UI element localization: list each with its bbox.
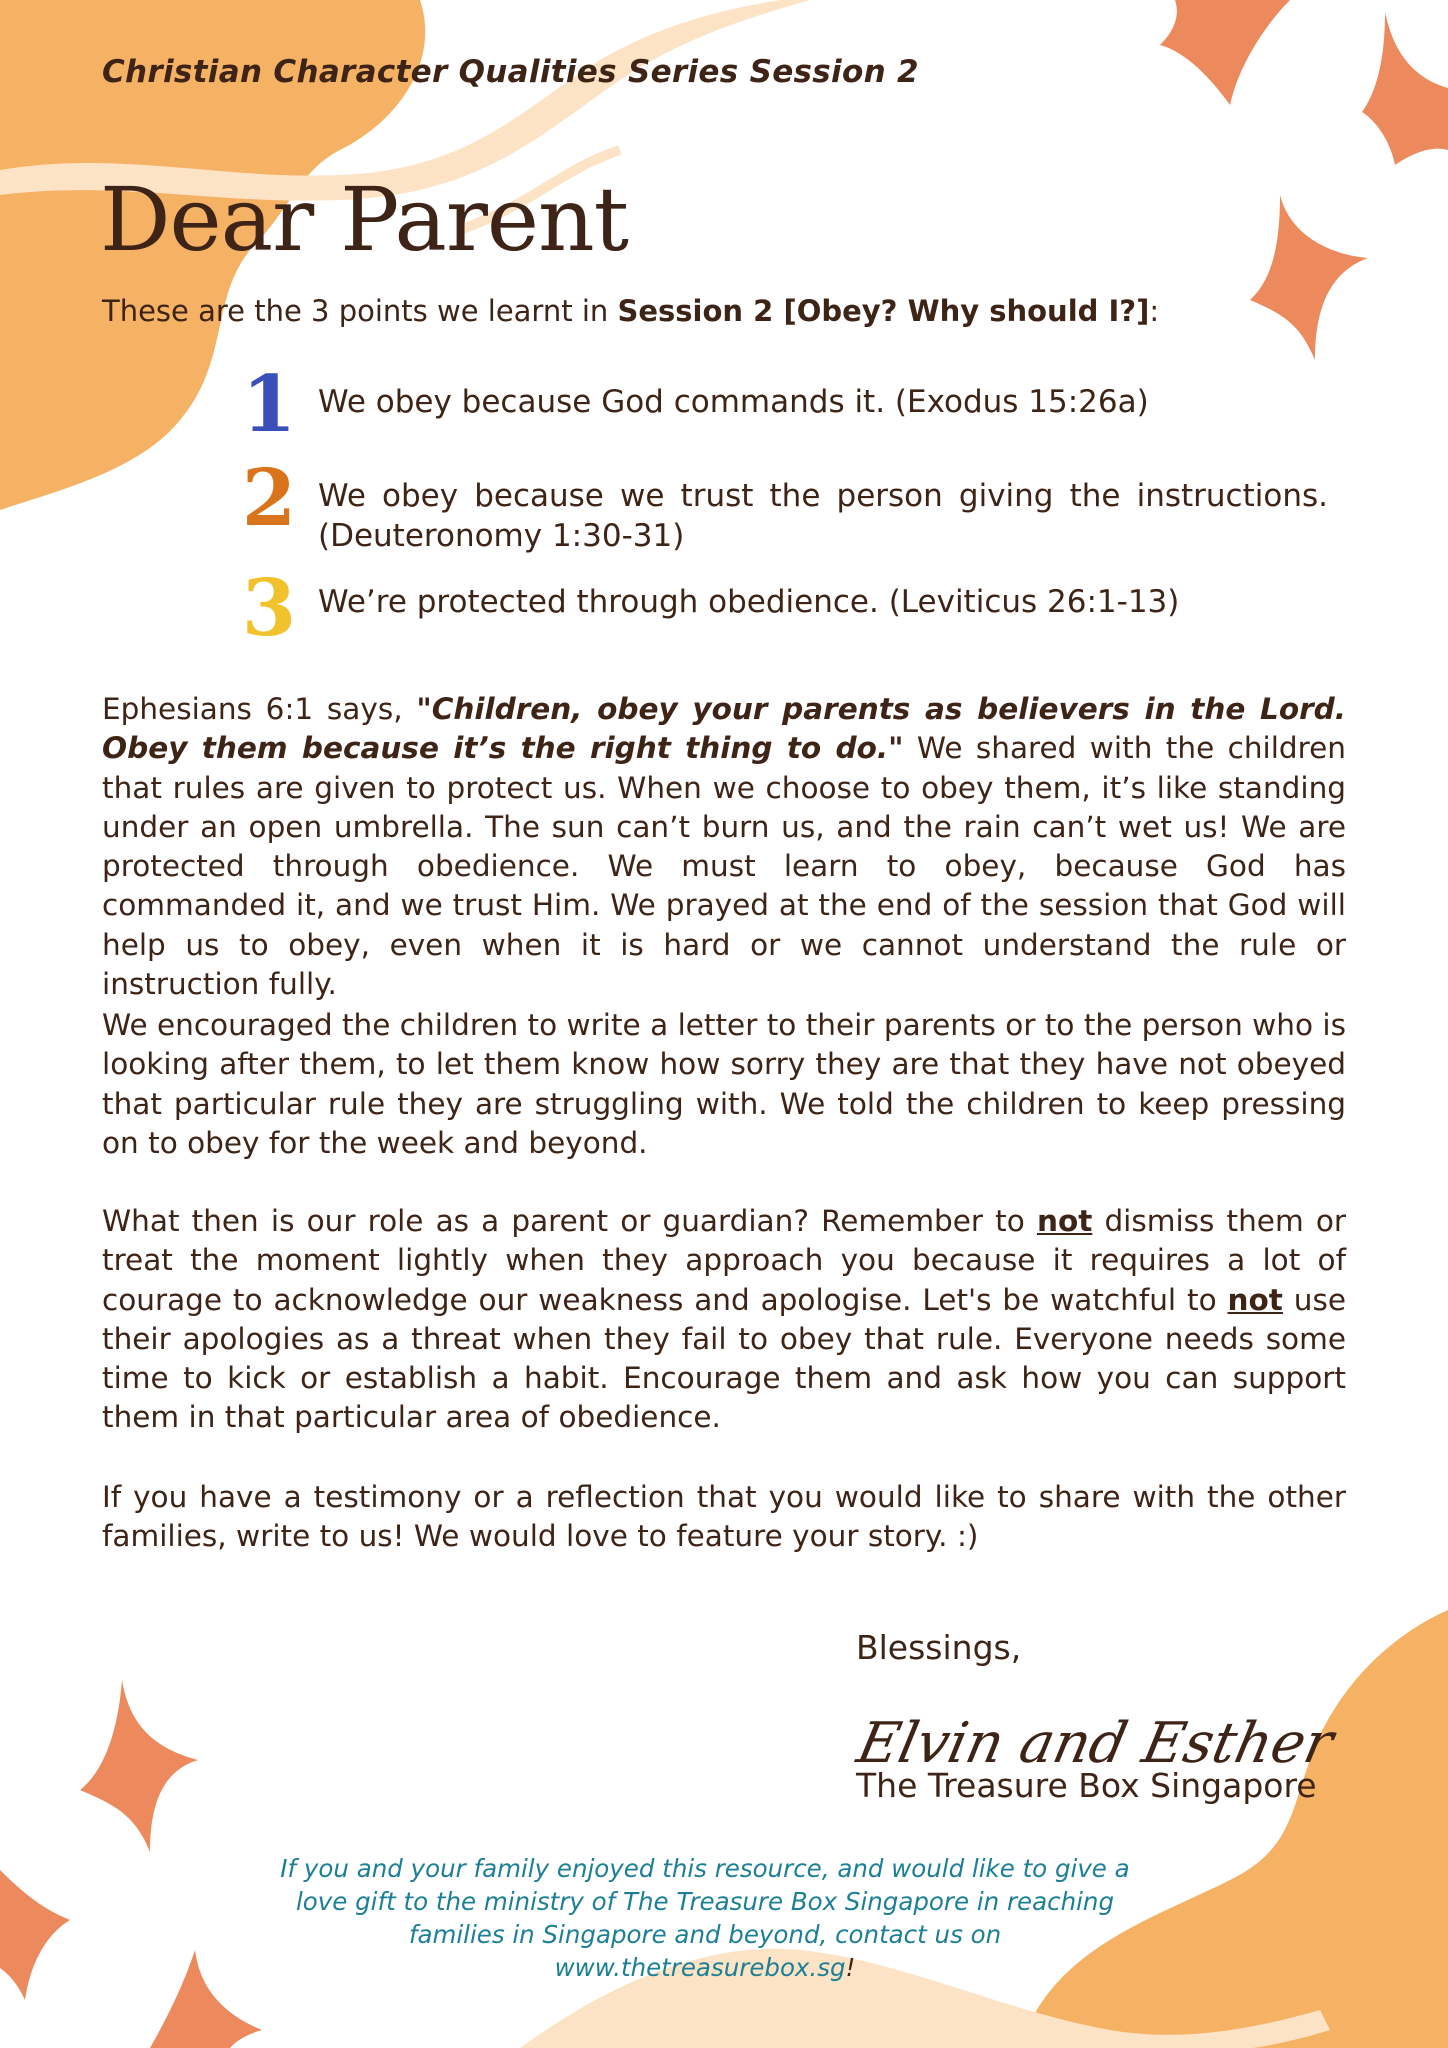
emphasis-not-1: not [1036,1204,1093,1238]
footer-note [270,1852,1140,1984]
point-number-1: 1 [241,359,297,450]
paragraph-parent-role [102,1202,1346,1438]
paragraph-ephesians [102,690,1346,1004]
intro-line [102,294,1352,328]
point-number-3: 3 [241,563,297,654]
session-name: Session 2 [Obey? Why should I?] [617,294,1150,328]
point-number-2: 2 [241,453,297,544]
paragraph-testimony: If you have a testimony or a reflection that you would like to share with the other families, write to us! We would love to feature your story. :) [102,1480,1346,1554]
signature-text: Elvin and Esther [851,1710,1339,1776]
scripture-quote: "Children, obey your parents as believers in the Lord. Obey them because it’s the right thing to do." [102,692,1346,766]
paragraph3-part2: dismiss them or treat the moment lightly when they approach you because it requires a lot of courage to acknowledge our weakness and apologise. Let's be watchful to [102,1204,1346,1317]
point-text-1: We obey because God commands it. (Exodus 15:26a) [318,384,1149,420]
footer-end: ! [845,1953,856,1982]
emphasis-not-2: not [1227,1282,1283,1317]
intro-lead: These are the 3 points we learnt in [102,294,618,328]
intro-tail: : [1149,294,1160,328]
organisation-name: The Treasure Box Singapore [856,1766,1317,1805]
paragraph1-lead: Ephesians 6:1 says, [102,692,417,726]
series-heading: Christian Character Qualities Series Session 2 [102,54,919,90]
footer-text: If you and your family enjoyed this resource, and would like to give a love gift to the ministry of The Treasure Box Singapore in reaching families in Singapore and beyond, contact us on [280,1854,1130,1949]
point-text-2: We obey because we trust the person giving the instructions. (Deuteronomy 1:30-31) [318,478,1328,554]
page-title: Dear Parent [100,168,629,271]
blessings: Blessings, [856,1628,1022,1667]
closing-block [851,1628,1339,1805]
point-text-3: We’re protected through obedience. (Leviticus 26:1-13) [318,584,1180,620]
website-link[interactable]: www.thetreasurebox.sg [554,1953,846,1982]
paragraph-letter: We encouraged the children to write a letter to their parents or to the person who is looking after them, to let them know how sorry they are that they have not obeyed that particular rule they are struggling with. We told the children to keep pressing on to obey for the week and beyond. [102,1008,1346,1160]
paragraph3-part1: What then is our role as a parent or guardian? Remember to [102,1204,1037,1238]
paragraph3-part3: use their apologies as a threat when they fail to obey that rule. Everyone needs some time to kick or establish a habit. Encourage them and ask how you can support them in that particular area of obedience. [102,1282,1346,1435]
paragraph1-rest: We shared with the children that rules are given to protect us. When we choose to obey them, it’s like standing under an open umbrella. The sun can’t burn us, and the rain can’t wet us! We are protected through obedience. We must learn to obey, because God has commanded it, and we trust Him. We prayed at the end of the session that God will help us to obey, even when it is hard or we cannot understand the rule or instruction fully. [102,731,1346,1002]
